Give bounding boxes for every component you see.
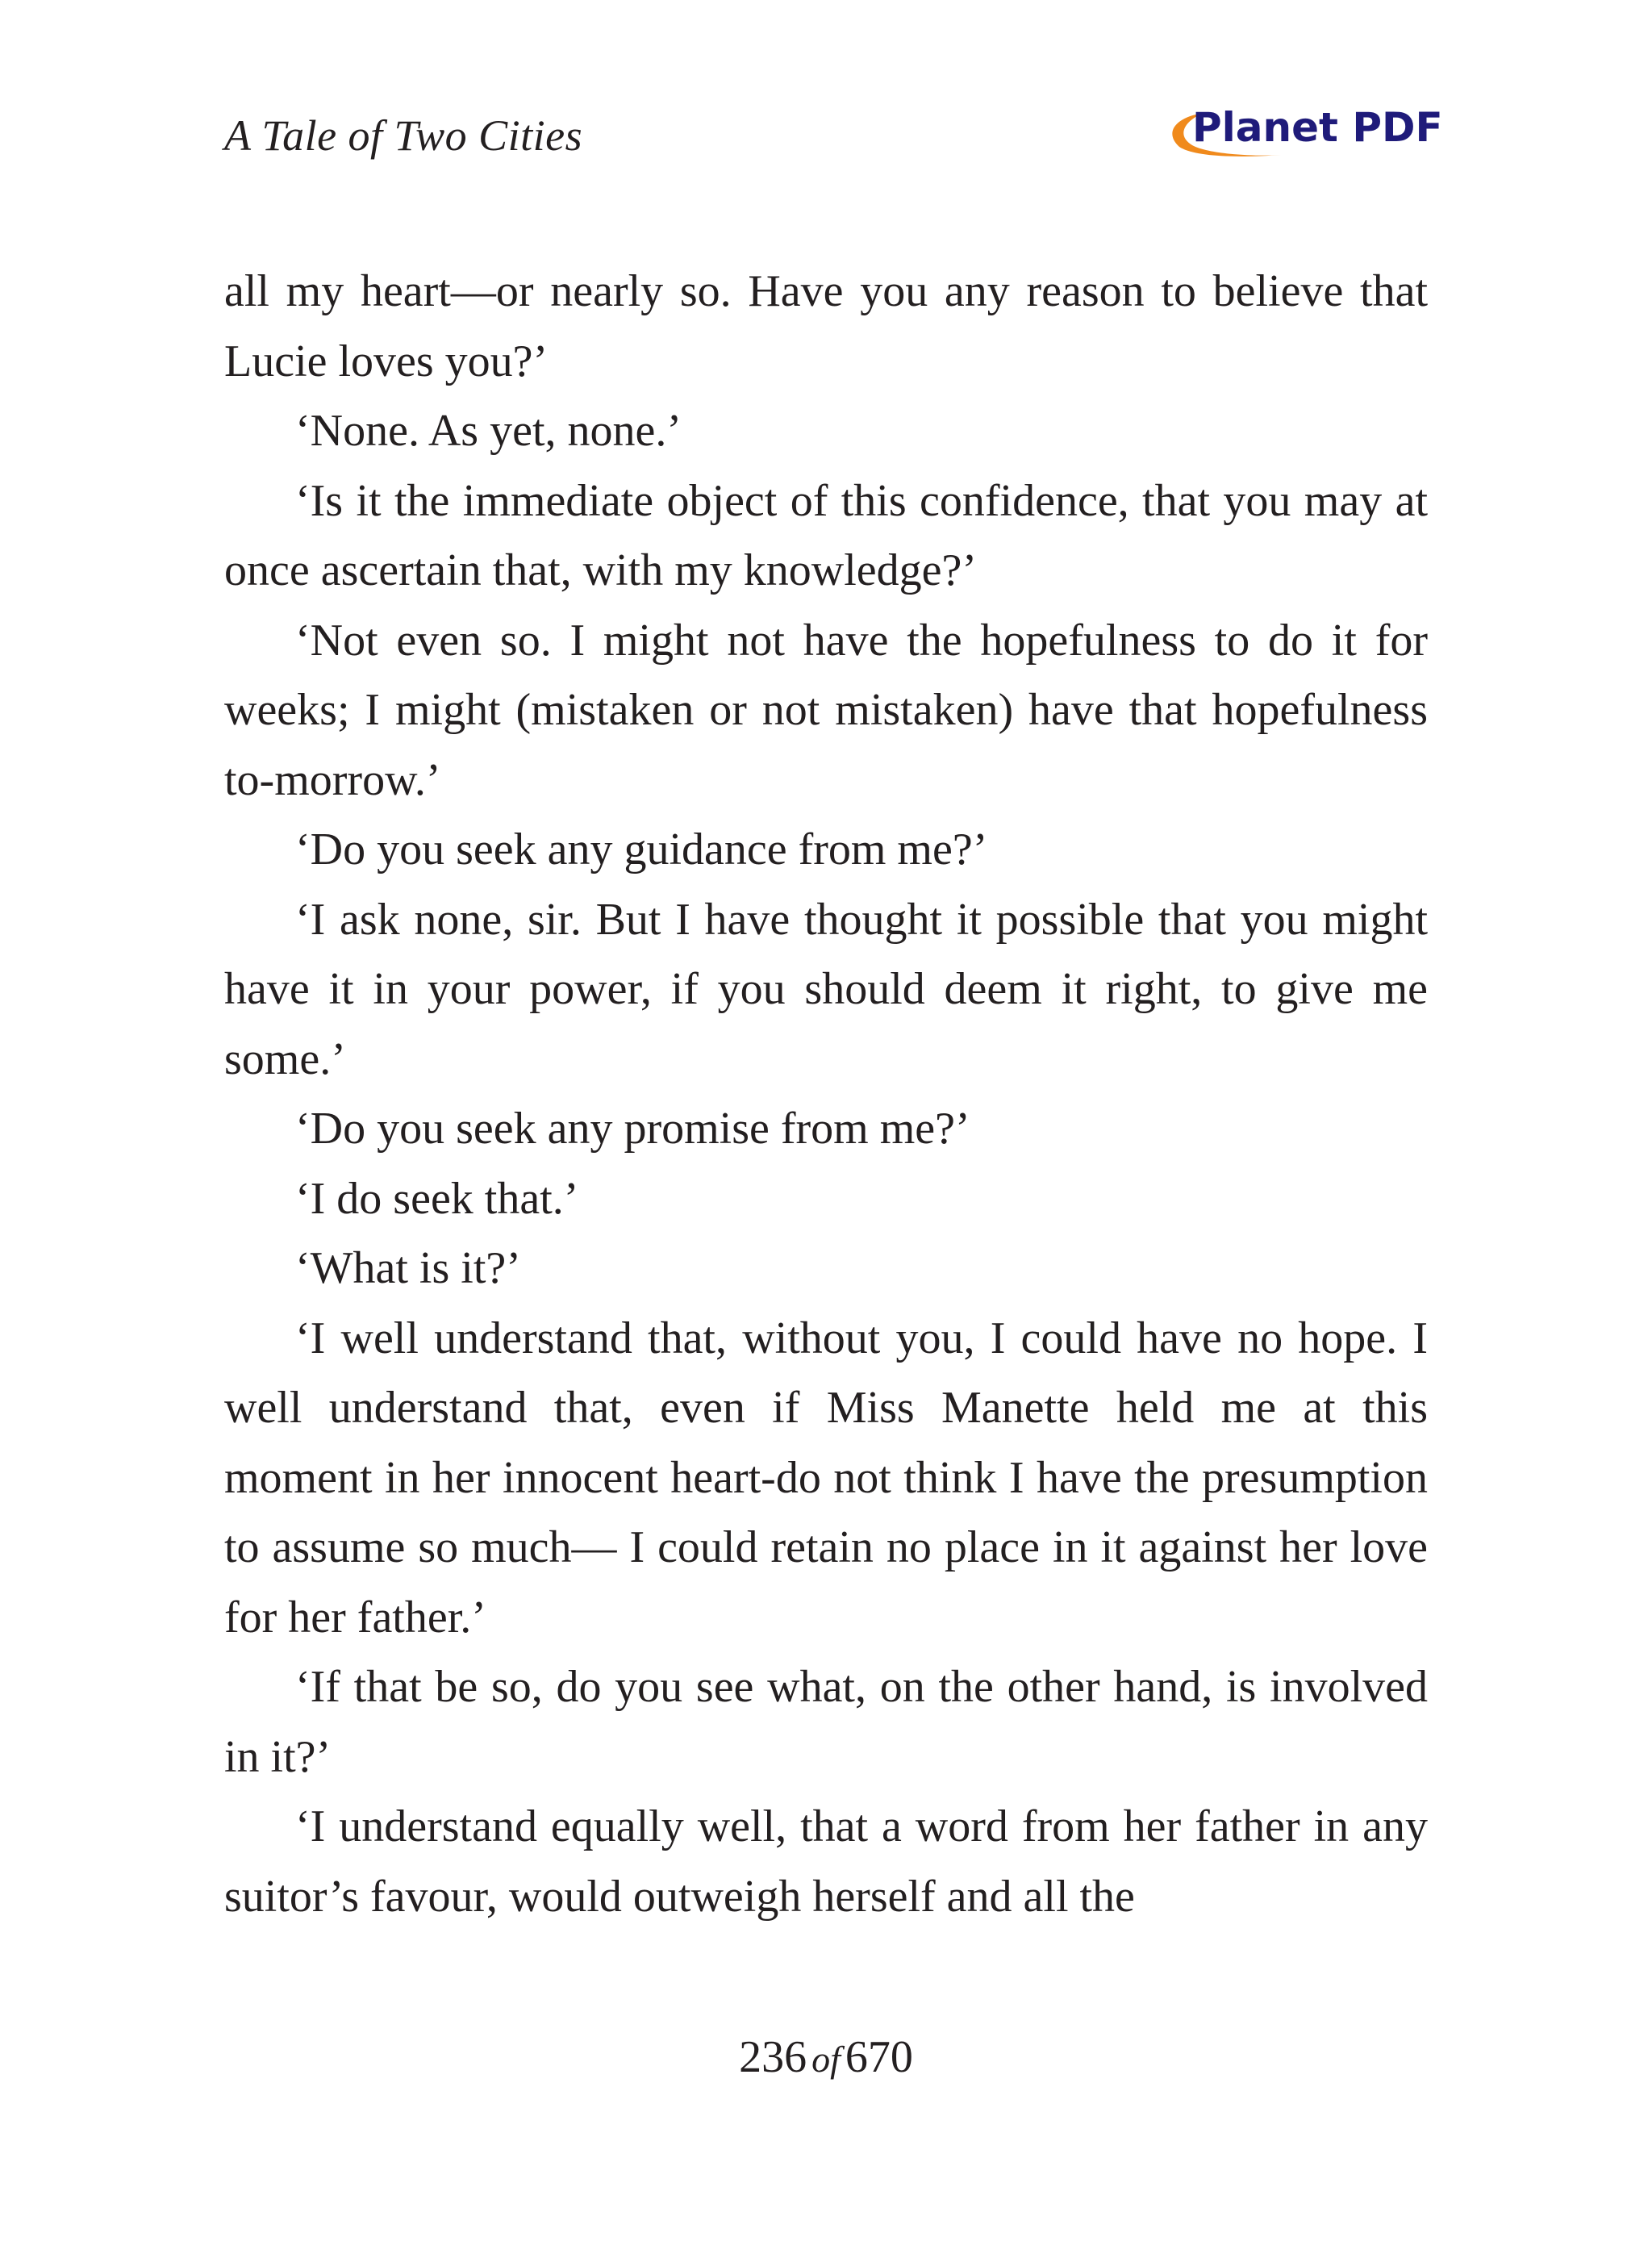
logo-text: Planet PDF: [1192, 104, 1443, 151]
current-page: 236: [739, 2032, 807, 2082]
book-title: A Tale of Two Cities: [224, 111, 583, 160]
paragraph: ‘I well understand that, without you, I could have no hope. I well understand that, even if Miss Manette held me at this moment in her innocent heart-do not think I have the presumption to assume so much— I could retain no place in it against her love for her father.’: [224, 1313, 1428, 1642]
paragraph: ‘I ask none, sir. But I have thought it possible that you might have it in your power, if you should deem it right, to give me some.’: [224, 894, 1428, 1084]
paragraph: ‘Do you seek any guidance from me?’: [295, 824, 988, 874]
paragraph: ‘I do seek that.’: [295, 1173, 579, 1224]
page-number: [0, 2025, 1652, 2092]
page-body: [224, 257, 1428, 1931]
paragraph: ‘Not even so. I might not have the hopefulness to do it for weeks; I might (mistaken or not mistaken) have that hopefulness to-morrow.’: [224, 615, 1428, 805]
total-pages: 670: [845, 2032, 913, 2082]
of-label: of: [811, 2039, 841, 2080]
paragraph: ‘Is it the immediate object of this confidence, that you may at once ascertain that, with my knowledge?’: [224, 475, 1428, 595]
paragraph: ‘Do you seek any promise from me?’: [295, 1104, 970, 1154]
paragraph: ‘I understand equally well, that a word from her father in any suitor’s favour, would outweigh herself and all the: [224, 1801, 1428, 1922]
paragraph: ‘What is it?’: [295, 1243, 521, 1293]
planet-pdf-logo: [1162, 98, 1443, 171]
paragraph: ‘None. As yet, none.’: [295, 406, 682, 456]
paragraph: ‘If that be so, do you see what, on the other hand, is involved in it?’: [224, 1662, 1428, 1782]
paragraph: all my heart—or nearly so. Have you any reason to believe that Lucie loves you?’: [224, 266, 1428, 386]
